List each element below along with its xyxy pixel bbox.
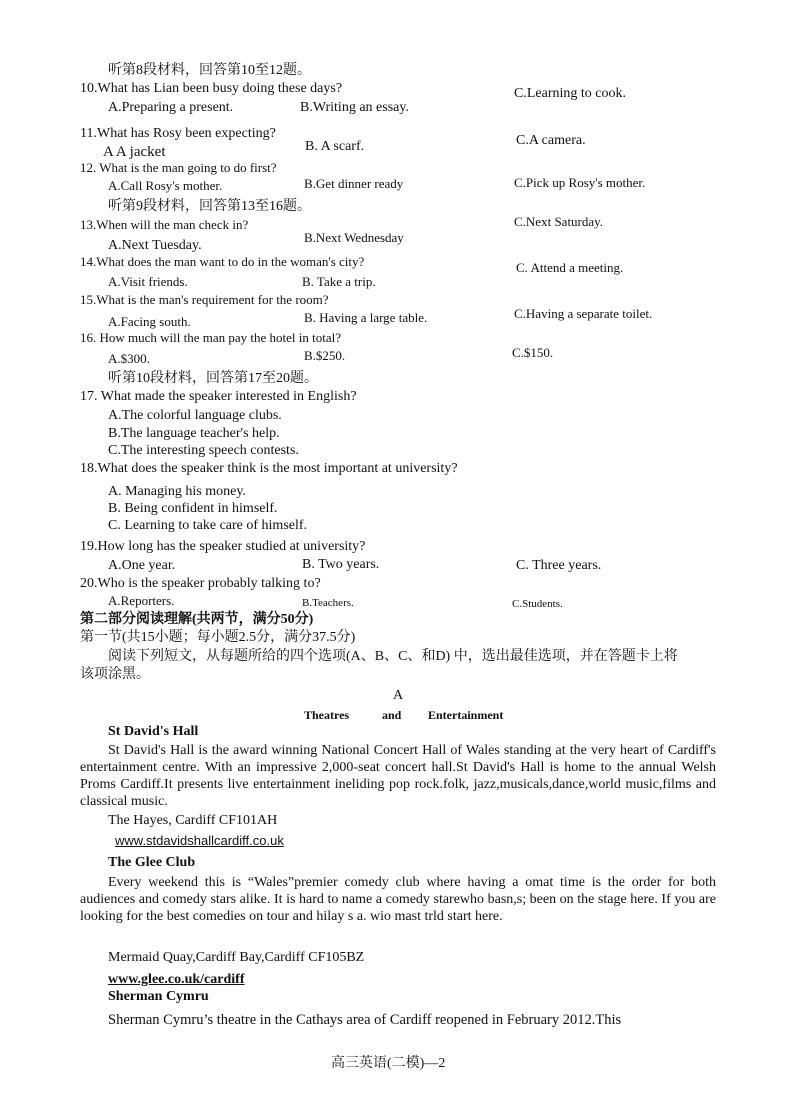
q14-option-a: A.Visit friends. — [108, 274, 188, 289]
passage-title-word-3: Entertainment — [428, 708, 504, 722]
st-davids-hall-text: St David's Hall is the award winning National Concert Hall of Wales standing at the very heart of Cardiff's entertainment centre. With an impressive 2,000-seat concert hall.St David's Hall is home to the annual Welsh Proms Cardiff.It presents live entertainment ineliding pop rock.folk, jazz,musicals,dance,world music,films and classical music. — [80, 743, 716, 809]
question-14: 14.What does the man want to do in the woman's city? — [80, 254, 365, 269]
q19-option-b: B. Two years. — [302, 557, 380, 572]
st-davids-hall-description — [80, 742, 716, 810]
question-16: 16. How much will the man pay the hotel in total? — [80, 330, 342, 345]
q13-option-a: A.Next Tuesday. — [108, 238, 202, 253]
question-13: 13.When will the man check in? — [80, 217, 249, 232]
q20-option-c: C.Students. — [512, 598, 563, 610]
question-20: 20.Who is the speaker probably talking to? — [80, 576, 321, 591]
q17-option-c: C.The interesting speech contests. — [108, 443, 299, 458]
question-10: 10.What has Lian been busy doing these days? — [80, 81, 343, 96]
glee-club-heading: The Glee Club — [108, 855, 196, 870]
passage-title-word-1: Theatres — [304, 708, 350, 722]
q16-option-c: C.$150. — [512, 345, 554, 360]
q16-option-b: B.$250. — [304, 348, 346, 363]
sherman-cymru-text: Sherman Cymru’s theatre in the Cathays area of Cardiff reopened in February 2012.This — [108, 1012, 622, 1028]
q19-option-a: A.One year. — [108, 558, 176, 573]
question-19: 19.How long has the speaker studied at university? — [80, 539, 366, 554]
sherman-cymru-heading: Sherman Cymru — [108, 989, 209, 1004]
glee-club-description — [80, 874, 716, 925]
glee-club-link[interactable]: www.glee.co.uk/cardiff — [108, 972, 245, 987]
q12-option-b: B.Get dinner ready — [304, 176, 404, 191]
passage-title-word-2: and — [382, 708, 402, 722]
q18-option-a: A. Managing his money. — [108, 484, 246, 499]
st-davids-hall-heading: St David's Hall — [108, 724, 199, 739]
section-9-header: 听第9段材料，回答第13至16题。 — [108, 199, 311, 214]
q16-option-a: A.$300. — [108, 351, 150, 366]
q14-option-c: C. Attend a meeting. — [516, 260, 624, 275]
passage-letter: A — [393, 688, 404, 703]
question-17: 17. What made the speaker interested in English? — [80, 389, 357, 404]
q11-option-a: A A jacket — [103, 144, 166, 160]
q13-option-c: C.Next Saturday. — [514, 214, 604, 229]
q10-option-a: A.Preparing a present. — [108, 100, 234, 115]
q11-option-c: C.A camera. — [516, 133, 586, 148]
q14-option-b: B. Take a trip. — [302, 274, 376, 289]
instructions-line-1: 阅读下列短文，从每题所给的四个选项(A、B、C、和D) 中，选出最佳选项，并在答题卡上将 — [108, 649, 678, 664]
q10-option-c: C.Learning to cook. — [514, 86, 626, 101]
st-davids-hall-link[interactable]: www.stdavidshallcardiff.co.uk — [115, 833, 284, 848]
q11-option-b: B. A scarf. — [305, 139, 365, 154]
q20-option-a: A.Reporters. — [108, 593, 175, 608]
q15-option-a: A.Facing south. — [108, 314, 191, 329]
q18-option-b: B. Being confident in himself. — [108, 501, 278, 516]
q12-option-c: C.Pick up Rosy's mother. — [514, 175, 646, 190]
q15-option-c: C.Having a separate toilet. — [514, 306, 653, 321]
section-8-header: 听第8段材料，回答第10至12题。 — [108, 63, 311, 78]
q12-option-a: A.Call Rosy's mother. — [108, 178, 223, 193]
q19-option-c: C. Three years. — [516, 558, 602, 573]
q13-option-b: B.Next Wednesday — [304, 230, 404, 245]
q20-option-b: B.Teachers. — [302, 597, 354, 609]
glee-club-address: Mermaid Quay,Cardiff Bay,Cardiff CF105BZ — [108, 950, 365, 965]
section-10-header: 听第10段材料，回答第17至20题。 — [108, 371, 318, 386]
st-davids-hall-address: The Hayes, Cardiff CF101AH — [108, 813, 278, 828]
question-18: 18.What does the speaker think is the most important at university? — [80, 461, 458, 476]
instructions-line-2: 该项涂黑。 — [80, 667, 150, 682]
q18-option-c: C. Learning to take care of himself. — [108, 518, 308, 533]
q10-option-b: B.Writing an essay. — [300, 100, 409, 115]
question-12: 12. What is the man going to do first? — [80, 160, 277, 175]
q15-option-b: B. Having a large table. — [304, 310, 428, 325]
part-2-header: 第二部分阅读理解(共两节，满分50分) — [80, 612, 314, 627]
page-footer: 高三英语(二模)—2 — [331, 1056, 446, 1071]
question-11: 11.What has Rosy been expecting? — [80, 126, 276, 141]
section-1-header: 第一节(共15小题；每小题2.5分，满分37.5分) — [80, 630, 356, 645]
glee-club-text: Every weekend this is “Wales”premier comedy club where having a omat time is the order for both audiences and comedy stars alike. It is hard to name a comedy starewho basn,s; been on the stage here. If you are looking for the best comedies on tour and hilay s a. wio mast trld start here. — [80, 875, 716, 924]
question-15: 15.What is the man's requirement for the room? — [80, 292, 329, 307]
q17-option-a: A.The colorful language clubs. — [108, 408, 282, 423]
q17-option-b: B.The language teacher's help. — [108, 426, 280, 441]
